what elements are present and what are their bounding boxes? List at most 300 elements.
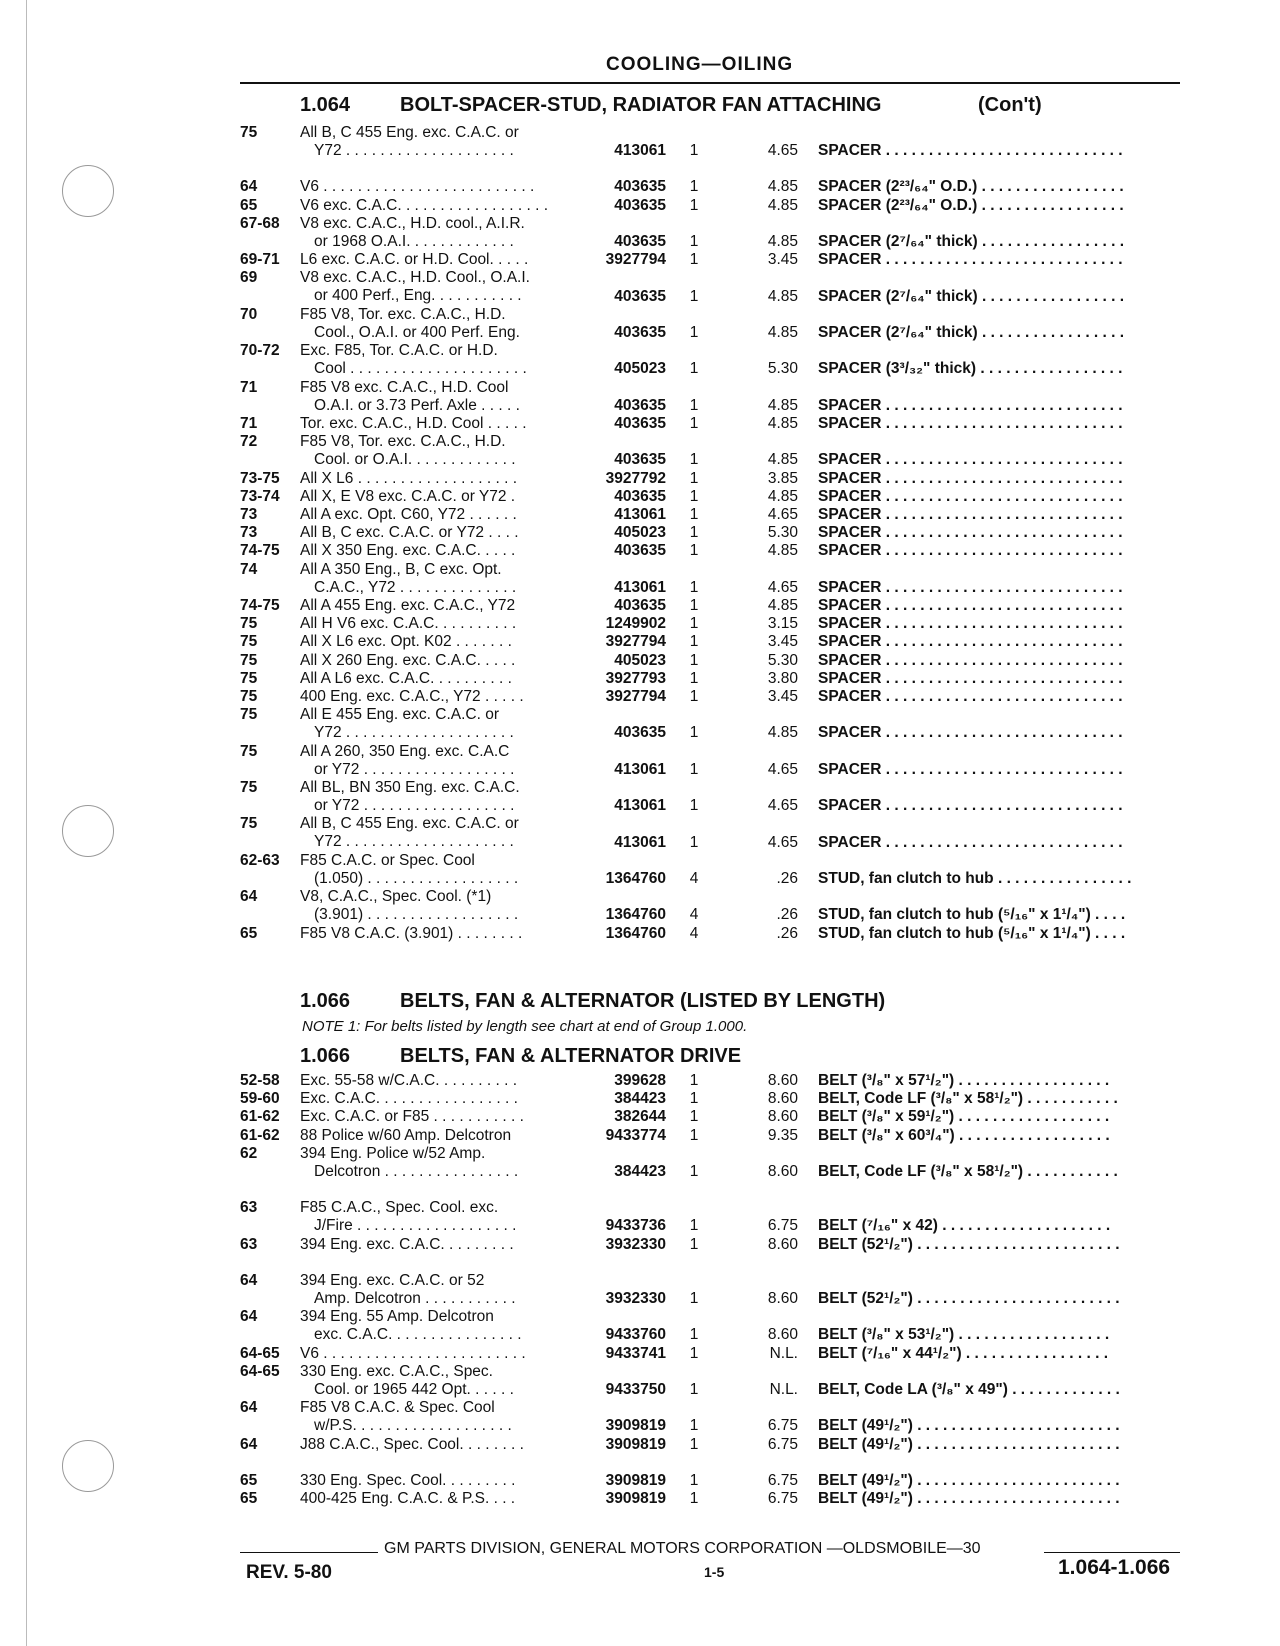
description-line: Exc. C.A.C. or F85 . . . . . . . . . . . [300, 1108, 524, 1126]
part-name: SPACER . . . . . . . . . . . . . . . . . . . . . . . . . . . . [818, 669, 1123, 687]
application-description [300, 1236, 568, 1254]
description-line: (1.050) . . . . . . . . . . . . . . . . . . [314, 869, 519, 887]
model-year: 63 [240, 1199, 258, 1217]
quantity: 1 [689, 1326, 699, 1344]
description-line: C.A.C., Y72 . . . . . . . . . . . . . . [314, 578, 517, 596]
model-year: 75 [240, 615, 258, 633]
quantity: 1 [689, 360, 699, 378]
part-name: BELT (³/₈" x 59¹/₂") . . . . . . . . . . . . . . . . . . [818, 1108, 1110, 1126]
price: 6.75 [767, 1417, 798, 1435]
part-name: SPACER (3³/₃₂" thick) . . . . . . . . . . . . . . . . . [818, 360, 1123, 378]
part-name: SPACER (2⁷/₆₄" thick) . . . . . . . . . . . . . . . . . [818, 232, 1125, 250]
description-line: Tor. exc. C.A.C., H.D. Cool . . . . . [300, 415, 527, 432]
model-year: 67-68 [240, 214, 280, 232]
part-name: SPACER . . . . . . . . . . . . . . . . . . . . . . . . . . . . [818, 396, 1123, 414]
model-year: 64 [240, 1308, 258, 1326]
description-line: F85 V8, Tor. exc. C.A.C., H.D. [300, 433, 506, 451]
model-year: 75 [240, 688, 258, 705]
description-line: All A exc. Opt. C60, Y72 . . . . . . [300, 506, 517, 523]
price: 5.30 [767, 524, 798, 542]
description-line: All H V6 exc. C.A.C. . . . . . . . . . [300, 615, 517, 633]
section-range: 1.064-1.066 [1058, 1556, 1171, 1579]
price: 8.60 [767, 1235, 798, 1253]
application-description [300, 1308, 568, 1344]
description-line: Exc. F85, Tor. C.A.C. or H.D. [300, 342, 498, 360]
price: 4.85 [767, 451, 798, 469]
quantity: 1 [689, 506, 699, 523]
application-description [300, 1436, 568, 1454]
section-number: 1.066 [300, 1045, 351, 1067]
description-line: 394 Eng. Police w/52 Amp. [300, 1144, 486, 1162]
footer-rule-right [1044, 1552, 1180, 1553]
description-line: O.A.I. or 3.73 Perf. Axle . . . . . [314, 396, 520, 414]
quantity: 1 [689, 524, 699, 542]
description-line: Delcotron . . . . . . . . . . . . . . . . [314, 1162, 519, 1180]
part-name: BELT (52¹/₂") . . . . . . . . . . . . . . . . . . . . . . . . [818, 1235, 1120, 1253]
price: 3.15 [767, 615, 798, 633]
part-number: 3909819 [605, 1471, 666, 1489]
part-name: SPACER . . . . . . . . . . . . . . . . . . . . . . . . . . . . [818, 760, 1123, 778]
price: 6.75 [767, 1471, 798, 1489]
part-name: SPACER . . . . . . . . . . . . . . . . . . . . . . . . . . . . [818, 724, 1123, 742]
price: N.L. [769, 1380, 798, 1398]
price: 4.85 [767, 396, 798, 414]
model-year: 65 [240, 1471, 258, 1489]
part-number: 1249902 [605, 615, 666, 633]
part-name: SPACER (2⁷/₆₄" thick) . . . . . . . . . . . . . . . . . [818, 287, 1125, 305]
description-line: Exc. 55-58 w/C.A.C. . . . . . . . . . [300, 1072, 518, 1089]
part-number: 3927794 [605, 251, 666, 269]
application-description [300, 888, 568, 924]
footer-publisher: GM PARTS DIVISION, GENERAL MOTORS CORPORATION —OLDSMOBILE—30 [384, 1540, 981, 1557]
description-line: V8 exc. C.A.C., H.D. Cool., O.A.I. [300, 269, 530, 287]
part-number: 382644 [614, 1108, 666, 1126]
quantity: 1 [689, 1217, 699, 1235]
price: 5.30 [767, 360, 798, 378]
quantity: 1 [689, 415, 699, 432]
description-line: All B, C 455 Eng. exc. C.A.C. or [300, 124, 519, 141]
description-line: 400 Eng. exc. C.A.C., Y72 . . . . . [300, 688, 524, 705]
application-description [300, 1363, 568, 1399]
section-number: 1.066 [300, 990, 351, 1012]
part-name: SPACER . . . . . . . . . . . . . . . . . . . . . . . . . . . . [818, 597, 1123, 614]
quantity: 1 [689, 178, 699, 196]
application-description [300, 779, 568, 815]
model-year: 63 [240, 1235, 258, 1253]
footer-rule-left [240, 1552, 378, 1553]
part-number: 9433736 [605, 1217, 666, 1235]
quantity: 1 [689, 396, 699, 414]
application-description [300, 542, 568, 560]
part-number: 403635 [614, 178, 666, 196]
application-description [300, 524, 568, 542]
model-year: 61-62 [240, 1108, 280, 1126]
application-description [300, 1490, 568, 1508]
part-name: BELT, Code LA (³/₈" x 49") . . . . . . . . . . . . . [818, 1380, 1120, 1398]
application-description [300, 706, 568, 742]
description-line: Cool . . . . . . . . . . . . . . . . . . . . . [314, 360, 527, 378]
part-name: BELT (49¹/₂") . . . . . . . . . . . . . . . . . . . . . . . . [818, 1490, 1120, 1507]
part-number: 3927794 [605, 633, 666, 651]
part-name: SPACER (2²³/₆₄" O.D.) . . . . . . . . . . . . . . . . . [818, 178, 1124, 196]
price: 3.45 [767, 688, 798, 705]
model-year: 64 [240, 888, 258, 906]
part-name: SPACER . . . . . . . . . . . . . . . . . . . . . . . . . . . . [818, 487, 1123, 505]
quantity: 1 [689, 1090, 699, 1108]
description-line: or 400 Perf., Eng. . . . . . . . . . . [314, 287, 522, 305]
quantity: 1 [689, 451, 699, 469]
quantity: 1 [689, 578, 699, 596]
quantity: 1 [689, 196, 699, 214]
price: 4.65 [767, 833, 798, 851]
section-title: BELTS, FAN & ALTERNATOR (LISTED BY LENGTH) [400, 990, 886, 1012]
part-name: BELT (³/₈" x 53¹/₂") . . . . . . . . . . . . . . . . . . [818, 1326, 1110, 1344]
price: 4.85 [767, 196, 798, 214]
quantity: 1 [689, 1126, 699, 1144]
description-line: 394 Eng. exc. C.A.C. or 52 [300, 1271, 485, 1289]
application-description [300, 197, 568, 215]
model-year: 64 [240, 1271, 258, 1289]
description-line: All A 455 Eng. exc. C.A.C., Y72 [300, 597, 516, 614]
application-description [300, 615, 568, 633]
application-description [300, 488, 568, 506]
part-number: 413061 [614, 797, 666, 815]
description-line: All X L6 . . . . . . . . . . . . . . . . . . . [300, 469, 518, 487]
application-description [300, 597, 568, 615]
section-title: BOLT-SPACER-STUD, RADIATOR FAN ATTACHING [400, 94, 882, 116]
price: 4.85 [767, 232, 798, 250]
part-name: SPACER (2²³/₆₄" O.D.) . . . . . . . . . . . . . . . . . [818, 196, 1124, 214]
part-name: BELT, Code LF (³/₈" x 58¹/₂") . . . . . . . . . . . [818, 1162, 1118, 1180]
model-year: 64 [240, 1435, 258, 1453]
part-name: SPACER . . . . . . . . . . . . . . . . . . . . . . . . . . . . [818, 142, 1123, 160]
price: .26 [776, 869, 798, 887]
model-year: 74-75 [240, 542, 280, 560]
part-number: 3932330 [605, 1289, 666, 1307]
application-description [300, 688, 568, 706]
part-name: BELT (³/₈" x 57¹/₂") . . . . . . . . . . . . . . . . . . [818, 1072, 1110, 1089]
application-description [300, 1108, 568, 1126]
model-year: 52-58 [240, 1072, 280, 1089]
model-year: 59-60 [240, 1090, 280, 1108]
part-name: SPACER . . . . . . . . . . . . . . . . . . . . . . . . . . . . [818, 524, 1123, 542]
price: 4.85 [767, 287, 798, 305]
page-edge [26, 0, 27, 1646]
model-year: 73 [240, 524, 258, 542]
model-year: 65 [240, 924, 258, 942]
quantity: 1 [689, 651, 699, 669]
application-description [300, 1199, 568, 1235]
part-number: 403635 [614, 724, 666, 742]
quantity: 1 [689, 1490, 699, 1507]
description-line: L6 exc. C.A.C. or H.D. Cool. . . . . [300, 251, 529, 269]
part-name: BELT (49¹/₂") . . . . . . . . . . . . . . . . . . . . . . . . [818, 1417, 1120, 1435]
part-number: 9433750 [605, 1380, 666, 1398]
part-number: 399628 [614, 1072, 666, 1089]
part-number: 403635 [614, 396, 666, 414]
quantity: 1 [689, 323, 699, 341]
price: 3.85 [767, 469, 798, 487]
model-year: 71 [240, 415, 258, 432]
application-description [300, 251, 568, 269]
price: 3.45 [767, 251, 798, 269]
application-description [300, 852, 568, 888]
price: 4.85 [767, 178, 798, 196]
description-line: All X 350 Eng. exc. C.A.C. . . . . [300, 542, 516, 560]
description-line: Cool. or O.A.I. . . . . . . . . . . . . [314, 451, 516, 469]
description-line: exc. C.A.C. . . . . . . . . . . . . . . . [314, 1326, 522, 1344]
application-description [300, 433, 568, 469]
quantity: 1 [689, 1162, 699, 1180]
application-description [300, 124, 568, 160]
price: 4.85 [767, 487, 798, 505]
price: 8.60 [767, 1108, 798, 1126]
quantity: 1 [689, 232, 699, 250]
description-line: All BL, BN 350 Eng. exc. C.A.C. [300, 779, 520, 796]
price: 9.35 [767, 1126, 798, 1144]
model-year: 75 [240, 124, 258, 141]
part-name: BELT (52¹/₂") . . . . . . . . . . . . . . . . . . . . . . . . [818, 1289, 1120, 1307]
description-line: All B, C exc. C.A.C. or Y72 . . . . [300, 524, 519, 542]
part-number: 3909819 [605, 1435, 666, 1453]
description-line: J88 C.A.C., Spec. Cool. . . . . . . . [300, 1435, 524, 1453]
model-year: 69 [240, 269, 258, 287]
part-number: 1364760 [605, 906, 666, 924]
quantity: 1 [689, 724, 699, 742]
application-description [300, 178, 568, 196]
part-name: BELT (49¹/₂") . . . . . . . . . . . . . . . . . . . . . . . . [818, 1435, 1120, 1453]
part-name: SPACER . . . . . . . . . . . . . . . . . . . . . . . . . . . . [818, 251, 1123, 269]
model-year: 73 [240, 506, 258, 523]
description-line: All X 260 Eng. exc. C.A.C. . . . . [300, 651, 516, 669]
description-line: 394 Eng. 55 Amp. Delcotron [300, 1308, 494, 1326]
quantity: 1 [689, 669, 699, 687]
description-line: (3.901) . . . . . . . . . . . . . . . . . . [314, 906, 519, 924]
application-description [300, 306, 568, 342]
part-number: 403635 [614, 287, 666, 305]
description-line: Exc. C.A.C. . . . . . . . . . . . . . . . . [300, 1090, 518, 1108]
page-number: 1-5 [704, 1564, 725, 1580]
description-line: V8, C.A.C., Spec. Cool. (*1) [300, 888, 492, 906]
quantity: 1 [689, 1235, 699, 1253]
price: 8.60 [767, 1326, 798, 1344]
description-line: V6 exc. C.A.C. . . . . . . . . . . . . . . . . . [300, 196, 549, 214]
quantity: 1 [689, 633, 699, 651]
description-line: F85 C.A.C. or Spec. Cool [300, 851, 475, 869]
part-name: SPACER . . . . . . . . . . . . . . . . . . . . . . . . . . . . [818, 833, 1123, 851]
model-year: 64-65 [240, 1344, 280, 1362]
part-number: 403635 [614, 232, 666, 250]
part-name: BELT (49¹/₂") . . . . . . . . . . . . . . . . . . . . . . . . [818, 1471, 1120, 1489]
part-name: BELT (³/₈" x 60³/₄") . . . . . . . . . . . . . . . . . . [818, 1126, 1110, 1144]
description-line: F85 V8, Tor. exc. C.A.C., H.D. [300, 305, 506, 323]
price: 5.30 [767, 651, 798, 669]
part-name: SPACER . . . . . . . . . . . . . . . . . . . . . . . . . . . . [818, 451, 1123, 469]
description-line: w/P.S. . . . . . . . . . . . . . . . . . . [314, 1417, 512, 1435]
part-number: 403635 [614, 542, 666, 560]
part-number: 3927793 [605, 669, 666, 687]
application-description [300, 1127, 568, 1145]
model-year: 73-75 [240, 469, 280, 487]
quantity: 1 [689, 688, 699, 705]
application-description [300, 925, 568, 943]
model-year: 70 [240, 305, 258, 323]
part-number: 413061 [614, 142, 666, 160]
quantity: 4 [689, 924, 699, 942]
model-year: 74-75 [240, 597, 280, 614]
price: 8.60 [767, 1090, 798, 1108]
application-description [300, 1145, 568, 1181]
model-year: 75 [240, 779, 258, 796]
application-description [300, 215, 568, 251]
description-line: All A 350 Eng., B, C exc. Opt. [300, 560, 502, 578]
model-year: 73-74 [240, 487, 280, 505]
description-line: or Y72 . . . . . . . . . . . . . . . . . . [314, 760, 515, 778]
part-name: SPACER . . . . . . . . . . . . . . . . . . . . . . . . . . . . [818, 688, 1123, 705]
section-heading-1066-length [300, 990, 885, 1013]
application-description [300, 379, 568, 415]
description-line: Y72 . . . . . . . . . . . . . . . . . . . . [314, 142, 514, 159]
part-number: 403635 [614, 323, 666, 341]
revision-label: REV. 5-80 [246, 1562, 332, 1583]
description-line: V6 . . . . . . . . . . . . . . . . . . . . . . . . [300, 1344, 526, 1362]
part-name: STUD, fan clutch to hub (⁵/₁₆" x 1¹/₄") . . . . [818, 924, 1126, 942]
price: 3.80 [767, 669, 798, 687]
application-description [300, 1345, 568, 1363]
model-year: 72 [240, 433, 258, 451]
description-line: or 1968 O.A.I. . . . . . . . . . . . . [314, 232, 514, 250]
quantity: 1 [689, 142, 699, 160]
quantity: 1 [689, 1471, 699, 1489]
price: 4.65 [767, 142, 798, 160]
price: 4.65 [767, 578, 798, 596]
model-year: 75 [240, 706, 258, 724]
section-number: 1.064 [300, 94, 351, 116]
part-name: SPACER . . . . . . . . . . . . . . . . . . . . . . . . . . . . [818, 578, 1123, 596]
quantity: 1 [689, 597, 699, 614]
part-number: 413061 [614, 833, 666, 851]
part-number: 3909819 [605, 1417, 666, 1435]
quantity: 1 [689, 287, 699, 305]
model-year: 75 [240, 669, 258, 687]
description-line: Cool. or 1965 442 Opt. . . . . . [314, 1380, 514, 1398]
header-rule [240, 82, 1180, 84]
application-description [300, 470, 568, 488]
quantity: 4 [689, 906, 699, 924]
price: 4.65 [767, 506, 798, 523]
application-description [300, 506, 568, 524]
part-number: 403635 [614, 451, 666, 469]
model-year: 64 [240, 178, 258, 196]
description-line: F85 C.A.C., Spec. Cool. exc. [300, 1199, 499, 1217]
description-line: V8 exc. C.A.C., H.D. cool., A.I.R. [300, 214, 525, 232]
model-year: 71 [240, 378, 258, 396]
description-line: Cool., O.A.I. or 400 Perf. Eng. [314, 323, 520, 341]
description-line: Amp. Delcotron . . . . . . . . . . . [314, 1289, 516, 1307]
model-year: 61-62 [240, 1126, 280, 1144]
part-number: 3927794 [605, 688, 666, 705]
price: 4.65 [767, 797, 798, 815]
part-name: SPACER (2⁷/₆₄" thick) . . . . . . . . . . . . . . . . . [818, 323, 1125, 341]
part-name: STUD, fan clutch to hub . . . . . . . . . . . . . . . . [818, 869, 1132, 887]
quantity: 1 [689, 1344, 699, 1362]
part-number: 405023 [614, 360, 666, 378]
part-number: 3909819 [605, 1490, 666, 1507]
part-number: 405023 [614, 651, 666, 669]
model-year: 65 [240, 1490, 258, 1507]
application-description [300, 1472, 568, 1490]
application-description [300, 743, 568, 779]
binder-hole [62, 1440, 114, 1492]
quantity: 1 [689, 251, 699, 269]
application-description [300, 1399, 568, 1435]
description-line: F85 V8 exc. C.A.C., H.D. Cool [300, 378, 509, 396]
part-number: 384423 [614, 1162, 666, 1180]
application-description [300, 561, 568, 597]
model-year: 64 [240, 1399, 258, 1417]
part-number: 3927792 [605, 469, 666, 487]
part-number: 9433760 [605, 1326, 666, 1344]
part-number: 384423 [614, 1090, 666, 1108]
quantity: 1 [689, 1380, 699, 1398]
part-name: SPACER . . . . . . . . . . . . . . . . . . . . . . . . . . . . [818, 415, 1123, 432]
price: 8.60 [767, 1289, 798, 1307]
quantity: 1 [689, 487, 699, 505]
quantity: 1 [689, 797, 699, 815]
part-name: SPACER . . . . . . . . . . . . . . . . . . . . . . . . . . . . [818, 506, 1123, 523]
quantity: 1 [689, 760, 699, 778]
price: 3.45 [767, 633, 798, 651]
binder-hole [62, 165, 114, 217]
part-number: 9433741 [605, 1344, 666, 1362]
part-number: 413061 [614, 578, 666, 596]
description-line: J/Fire . . . . . . . . . . . . . . . . . . . [314, 1217, 517, 1235]
description-line: 394 Eng. exc. C.A.C. . . . . . . . . [300, 1235, 514, 1253]
application-description [300, 670, 568, 688]
application-description [300, 415, 568, 433]
binder-hole [62, 805, 114, 857]
price: 8.60 [767, 1162, 798, 1180]
application-description [300, 1272, 568, 1308]
quantity: 1 [689, 615, 699, 633]
price: 6.75 [767, 1490, 798, 1507]
price: 4.85 [767, 323, 798, 341]
section-heading-1064 [300, 94, 1042, 117]
description-line: Y72 . . . . . . . . . . . . . . . . . . . . [314, 724, 514, 742]
description-line: or Y72 . . . . . . . . . . . . . . . . . . [314, 797, 515, 814]
part-number: 3932330 [605, 1235, 666, 1253]
quantity: 1 [689, 1108, 699, 1126]
quantity: 1 [689, 1435, 699, 1453]
section-heading-1066-drive [300, 1045, 741, 1068]
description-line: 400-425 Eng. C.A.C. & P.S. . . . [300, 1490, 516, 1507]
price: 6.75 [767, 1435, 798, 1453]
part-name: SPACER . . . . . . . . . . . . . . . . . . . . . . . . . . . . [818, 615, 1123, 633]
description-line: All X, E V8 exc. C.A.C. or Y72 . [300, 487, 516, 505]
quantity: 1 [689, 833, 699, 851]
application-description [300, 1072, 568, 1090]
price: .26 [776, 924, 798, 942]
model-year: 65 [240, 196, 258, 214]
part-name: BELT (⁷/₁₆" x 42) . . . . . . . . . . . . . . . . . . . . [818, 1217, 1111, 1235]
part-name: BELT (⁷/₁₆" x 44¹/₂") . . . . . . . . . . . . . . . . . [818, 1344, 1109, 1362]
part-number: 9433774 [605, 1126, 666, 1144]
part-number: 413061 [614, 760, 666, 778]
description-line: V6 . . . . . . . . . . . . . . . . . . . . . . . . . [300, 178, 535, 196]
price: 4.85 [767, 724, 798, 742]
continued-label: (Con't) [978, 94, 1042, 116]
description-line: 330 Eng. exc. C.A.C., Spec. [300, 1362, 493, 1380]
